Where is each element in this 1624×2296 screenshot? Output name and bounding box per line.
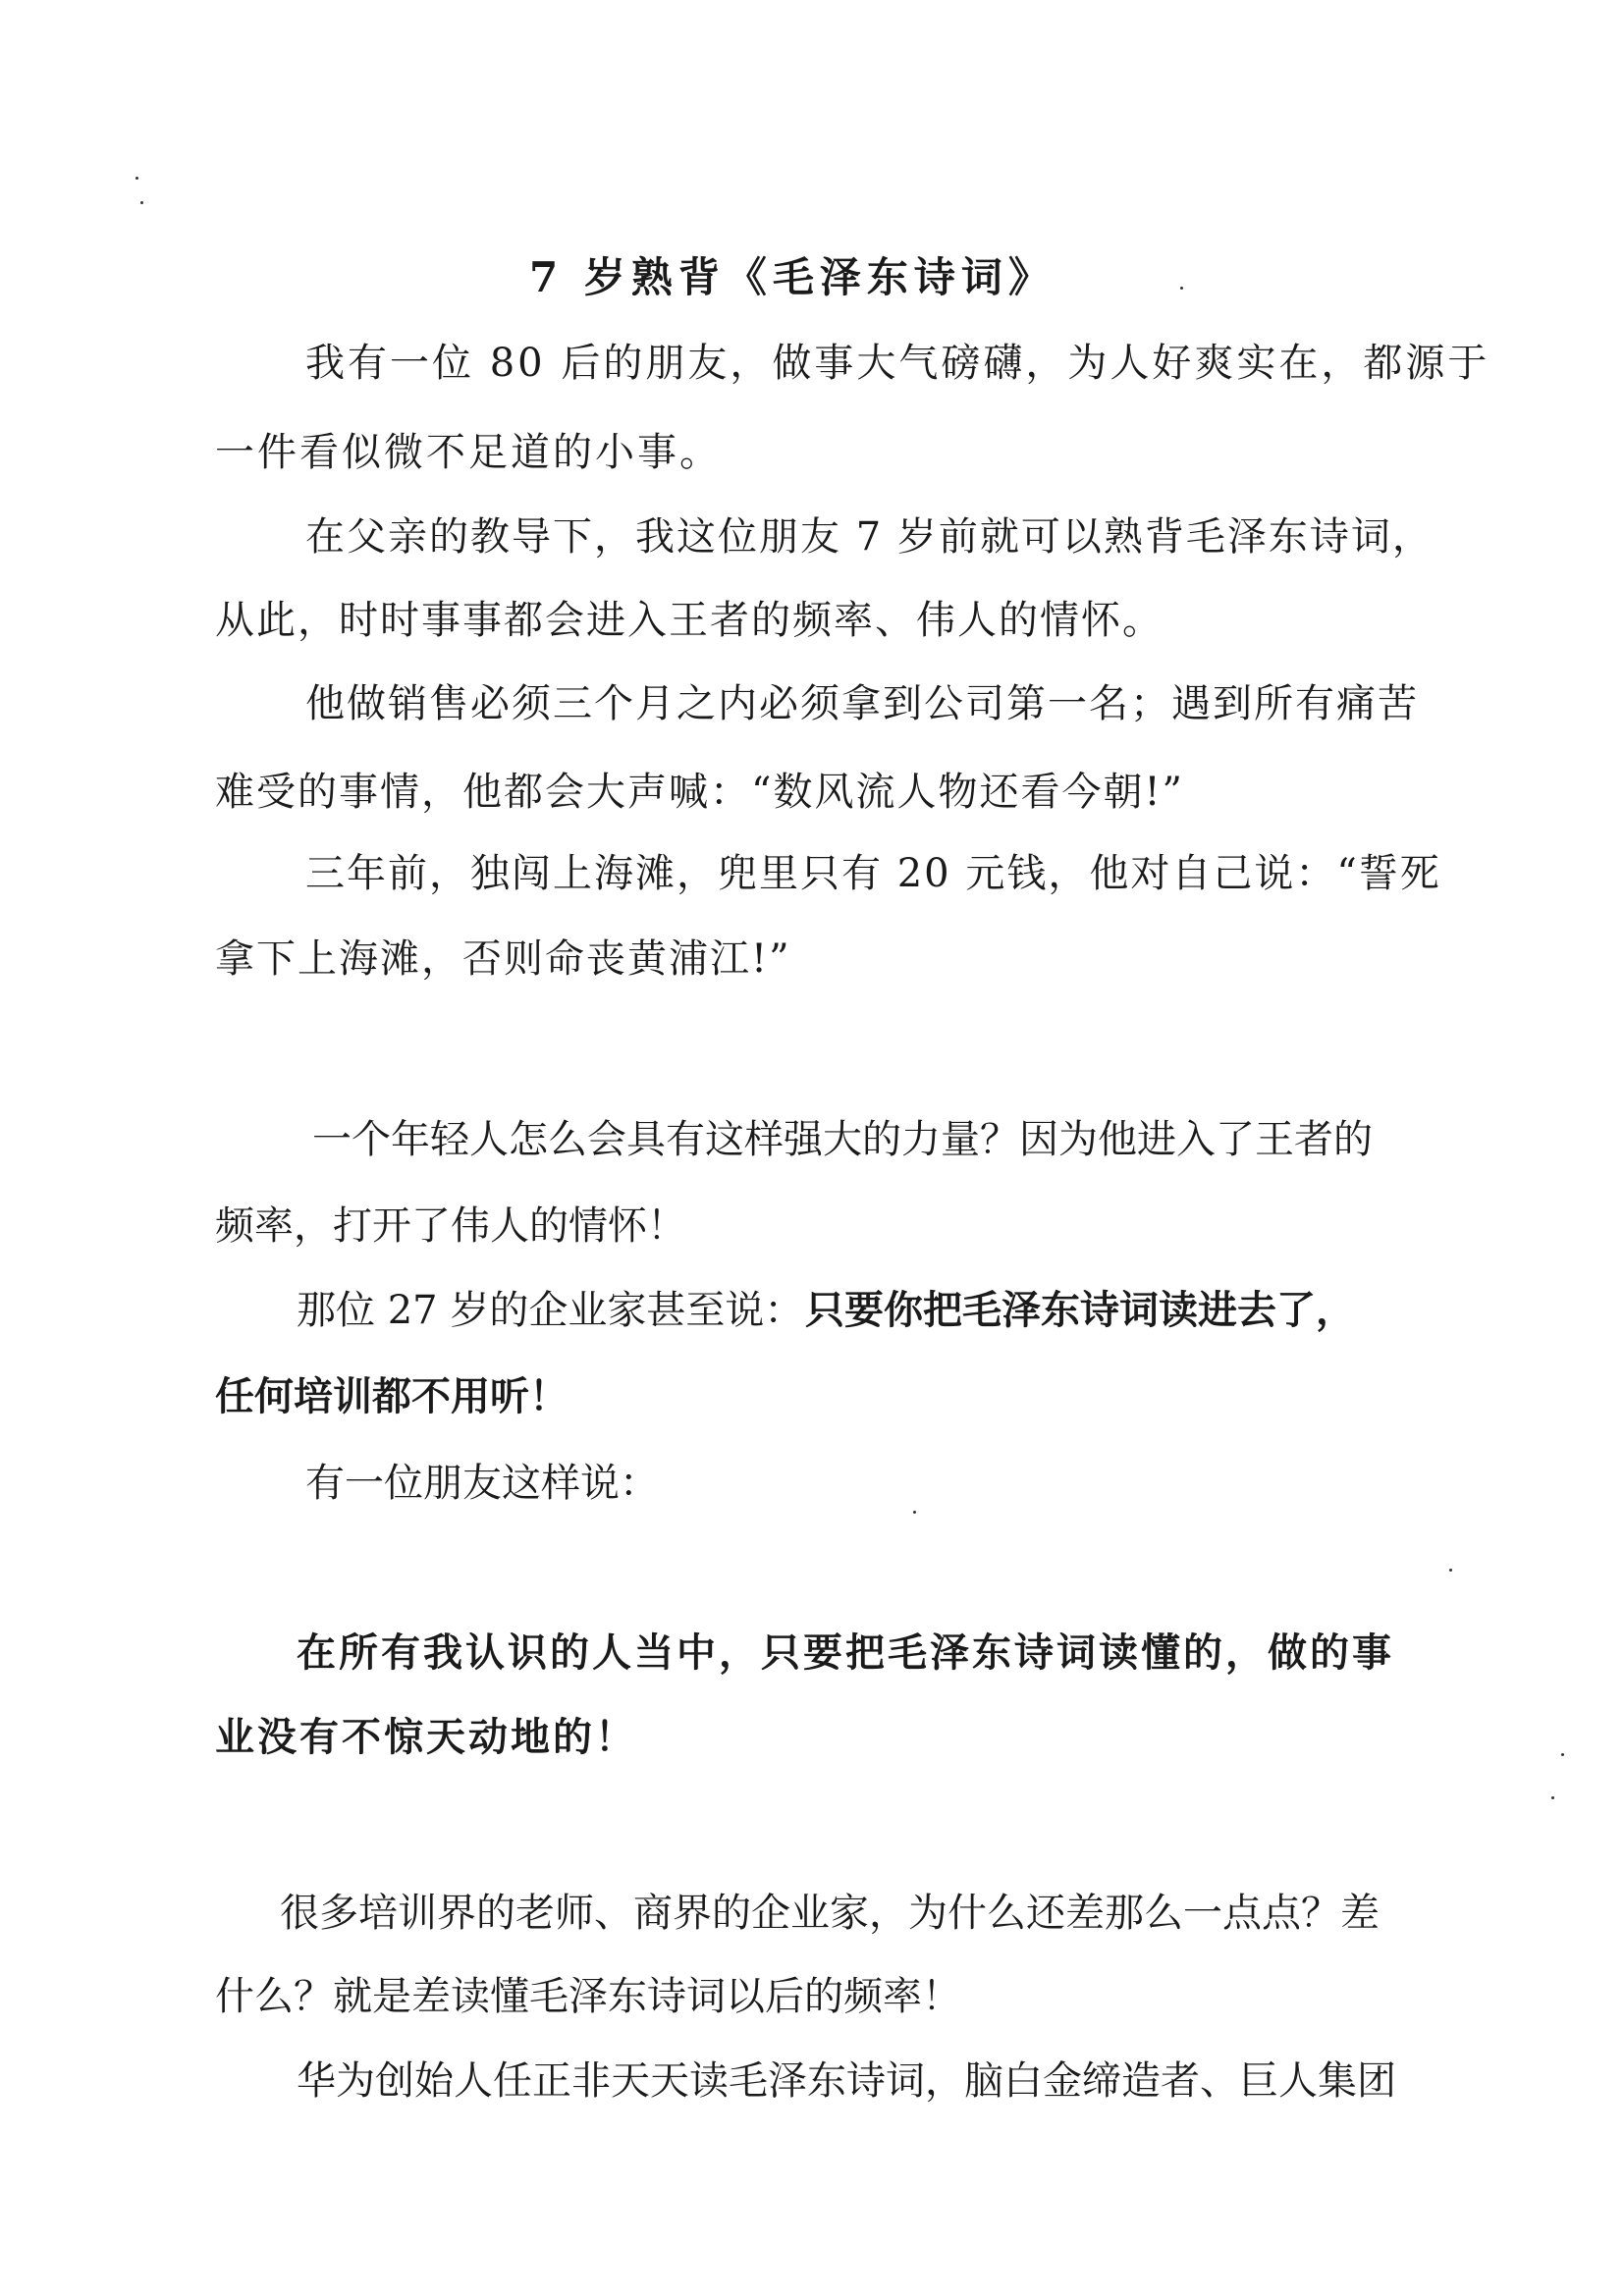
- scan-speck: [135, 177, 138, 180]
- quote-line-1: 在所有我认识的人当中，只要把毛泽东诗词读懂的，做的事: [297, 1629, 1394, 1676]
- paragraph-1-line-2: 一件看似微不足道的小事。: [215, 430, 722, 475]
- paragraph-5-line-1: 一个年轻人怎么会具有这样强大的力量？因为他进入了王者的: [312, 1117, 1373, 1162]
- paragraph-2-line-1: 在父亲的教导下，我这位朋友 7 岁前就可以熟背毛泽东诗词，: [305, 514, 1434, 560]
- paragraph-3-line-1: 他做销售必须三个月之内必须拿到公司第一名；遇到所有痛苦: [305, 681, 1419, 726]
- paragraph-6-line-1: 那位 27 岁的企业家甚至说：: [297, 1288, 804, 1333]
- scan-speck: [913, 1511, 916, 1514]
- paragraph-6-emphasis: 只要你把毛泽东诗词读进去了，: [805, 1287, 1355, 1333]
- quote-line-2: 业没有不惊天动地的！: [215, 1714, 637, 1760]
- scan-speck: [140, 201, 143, 204]
- paragraph-9-line-2: 什么？就是差读懂毛泽东诗词以后的频率！: [215, 1974, 961, 2019]
- paragraph-4-line-1: 三年前，独闯上海滩，兜里只有 20 元钱，他对自己说：“誓死: [305, 851, 1441, 896]
- scan-speck: [1180, 287, 1183, 290]
- paragraph-1-line-1: 我有一位 80 后的朋友，做事大气磅礴，为人好爽实在，都源于: [305, 341, 1490, 386]
- paragraph-5-line-2: 频率，打开了伟人的情怀！: [215, 1203, 686, 1249]
- page-title: 7 岁熟背《毛泽东诗词》: [529, 253, 1056, 301]
- paragraph-4-line-2: 拿下上海滩，否则命丧黄浦江!”: [215, 936, 791, 982]
- paragraph-7-line-1: 有一位朋友这样说：: [305, 1461, 659, 1506]
- paragraph-10-line-1: 华为创始人任正非天天读毛泽东诗词，脑白金缔造者、巨人集团: [297, 2058, 1396, 2104]
- scan-speck: [1551, 1796, 1554, 1799]
- paragraph-6-line-2: 任何培训都不用听！: [215, 1373, 568, 1419]
- paragraph-3-line-2: 难受的事情，他都会大声喊：“数风流人物还看今朝!”: [215, 770, 1184, 815]
- scan-speck: [1561, 1753, 1564, 1756]
- paragraph-2-line-2: 从此，时时事事都会进入王者的频率、伟人的情怀。: [215, 598, 1164, 643]
- scan-speck: [1449, 1569, 1452, 1572]
- paragraph-9-line-1: 很多培训界的老师、商界的企业家，为什么还差那么一点点？差: [280, 1891, 1380, 1936]
